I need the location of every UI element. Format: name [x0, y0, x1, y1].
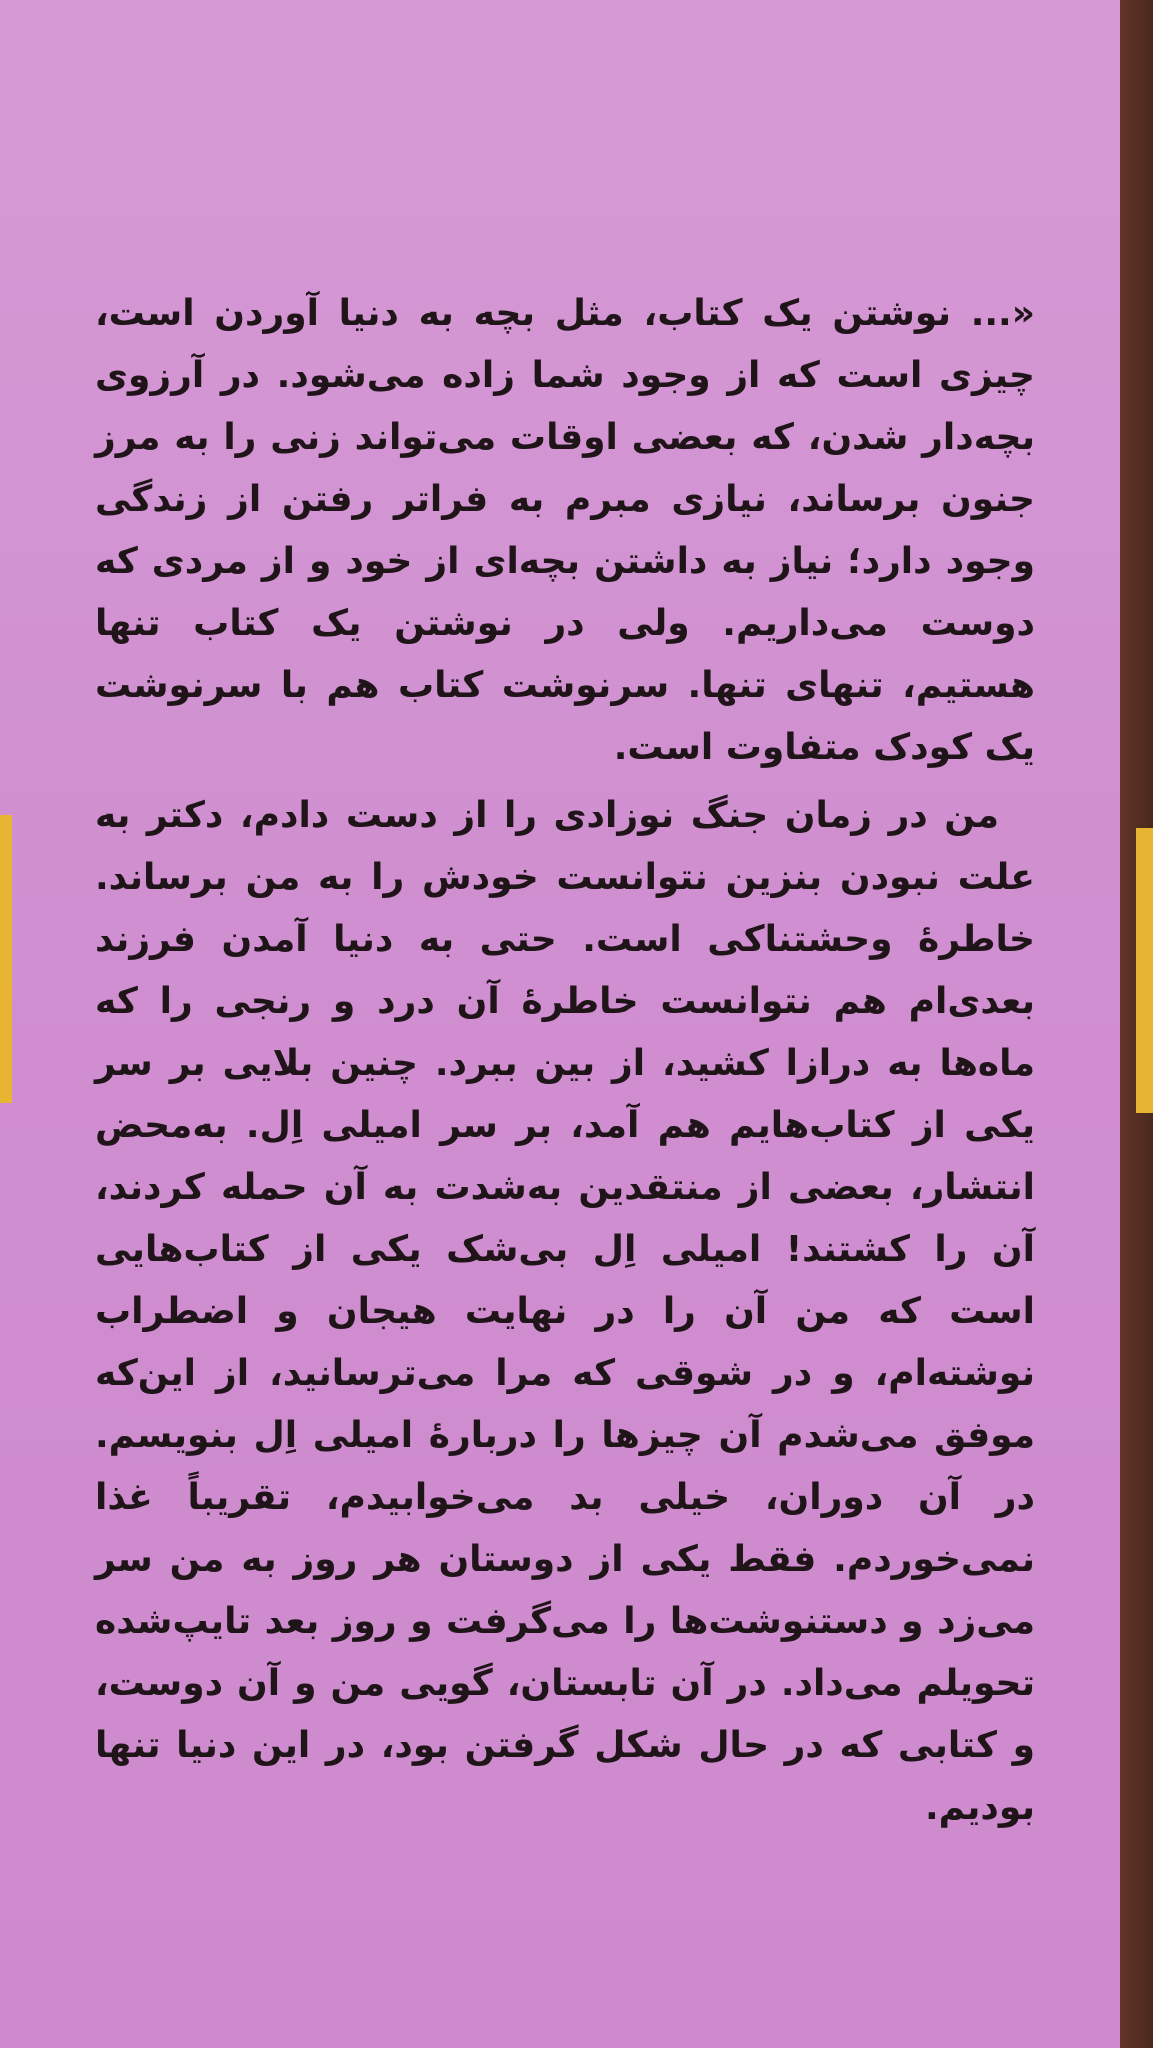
- quote-paragraph-1: «... نوشتن یک کتاب، مثل بچه به دنیا آوردن است، چیزی است که از وجود شما زاده می‌شود. در آرزوی بچه‌دار شدن، که بعضی اوقات می‌تواند زنی را به مرز جنون برساند، نیازی مبرم به فراتر رفتن از زندگی وجود دارد؛ نیاز به داشتن بچه‌ای از خود و از مردی که دوست می‌داریم. ولی در نوشتن یک کتاب تنها هستیم، تنهای تنها. سرنوشت کتاب هم با سرنوشت یک کودک متفاوت است.: [95, 293, 1035, 768]
- quote-paragraph-2: من در زمان جنگ نوزادی را از دست دادم، دکتر به علت نبودن بنزین نتوانست خودش را به من برساند. خاطرهٔ وحشتناکی است. حتی به دنیا آمدن فرزند بعدی‌ام هم نتوانست خاطرهٔ آن درد و رنجی را که ماه‌ها به درازا کشید، از بین ببرد. چنین بلایی بر سر یکی از کتاب‌هایم هم آمد، بر سر امیلی اِل. به‌محض انتشار، بعضی از منتقدین به‌شدت به آن حمله کردند، آن را کشتند! امیلی اِل بی‌شک یکی از کتاب‌هایی است که من آن را در نهایت هیجان و اضطراب نوشته‌ام، و در شوقی که مرا می‌ترسانید، از این‌که موفق می‌شدم آن چیزها را دربارهٔ امیلی اِل بنویسم. در آن دوران، خیلی بد می‌خوابیدم، تقریباً غذا نمی‌خوردم. فقط یکی از دوستان هر روز به من سر می‌زد و دستنوشت‌ها را می‌گرفت و روز بعد تایپ‌شده تحویلم می‌داد. در آن تابستان، گویی من و آن دوست، و کتابی که در حال شکل گرفتن بود، در این دنیا تنها بودیم.: [95, 795, 1035, 1828]
- quote-text-block: [95, 283, 1035, 1839]
- right-yellow-tab: [1136, 828, 1153, 1113]
- left-yellow-tab: [0, 815, 12, 1103]
